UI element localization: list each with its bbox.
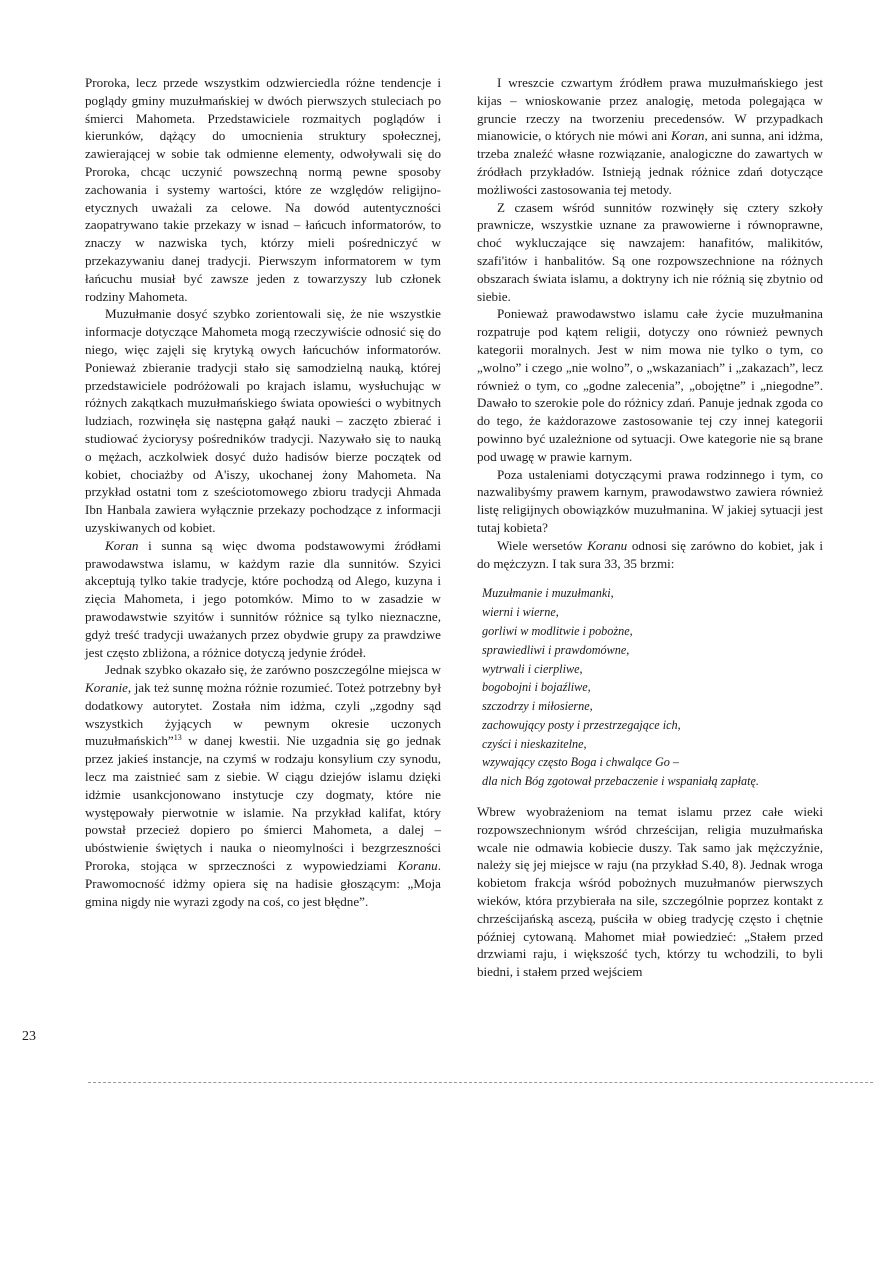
verse-line: sprawiedliwi i prawdomówne,	[482, 642, 630, 657]
verse-line: dla nich Bóg zgotował przebaczenie i wspaniałą zapłatę.	[482, 774, 759, 789]
paragraph: Poza ustaleniami dotyczącymi prawa rodzinnego i tym, co nazwalibyśmy prawem karnym, prawodawstwo zawiera również listę religijnych obowiązków muzułmanina. W jakiej sytuacji jest tutaj kobieta?	[477, 466, 823, 535]
paragraph: Koran i sunna są więc dwoma podstawowymi źródłami prawodawstwa islamu, w każdym razie dla sunnitów. Szyici akceptują tylko takie tradycje, które pochodzą od Alego, kuzyna i zięcia Mahometa, i jego potomków. Mimo to w zasadzie w prawodawstwie szyitów i sunnitów różnice są tylko nieznaczne, gdyż treść tradycji uważanych przez obydwie grupy za prawdziwe jest często zbliżona, a różnice dotyczą jedynie źródeł.	[85, 537, 441, 660]
quran-verse-quote	[482, 584, 823, 791]
verse-line: szczodrzy i miłosierne,	[482, 699, 593, 714]
footnote-marker: 13	[173, 733, 182, 743]
paragraph: Jednak szybko okazało się, że zarówno poszczególne miejsca w Koranie, jak też sunnę można różnie rozumieć. Toteż potrzebny był dodatkowy autorytet. Została nim idżma, czyli „zgodny sąd wszystkich żyjących w pewnym okresie uczonych muzułmańskich”$^{13}$ w danej kwestii. Nie uzgadnia się go jednak przez jakieś instancje, na czymś w rodzaju konsylium czy synodu, lecz ma zaistnieć sam z siebie. W ciągu dziejów islamu dzięki idżmie usankcjonowano instytucje czy dogmaty, które nie występowały pierwotnie w islamie. Na przykład kalifat, który powstał przecież dopiero po śmierci Mahometa, a dalej – ubóstwienie świętych i nauka o nieomylności i bezgrzeszności Proroka, stojąca w sprzeczności z wypowiedziami Koranu. Prawomocność idżmy opiera się na hadisie głoszącym: „Moja gmina nigdy nie wyrazi zgody na coś, co jest błędne”.	[85, 662, 441, 909]
right-column	[477, 74, 823, 981]
page-number: 23	[22, 1029, 36, 1044]
paragraph: Wbrew wyobrażeniom na temat islamu przez całe wieki rozpowszechnionym wśród chrześcijan, religia muzułmańska wcale nie odmawia kobiecie duszy. Tak samo jak mężczyźnie, należy się jej miejsce w raju (na przykład S.40, 8). Jednak wroga kobietom frakcja wśród pobożnych muzułmanów pierwszych wieków, która przybierała na sile, szczególnie poprzez kontakt z chrześcijańską ascezą, puściła w obieg tradycję często i chętnie później cytowaną. Mahomet miał powiedzieć: „Stałem przed drzwiami raju, i większość tych, którzy tu wchodzili, to byli biedni, i stałem przed wejściem	[477, 804, 823, 980]
paragraph: Muzułmanie dosyć szybko zorientowali się, że nie wszystkie informacje dotyczące Mahometa mogą rzeczywiście odnosić się do niego, więc zajęli się krytyką owych łańcuchów informatorów. Ponieważ zbieranie tradycji stało się samodzielną nauką, której przedstawiciele podróżowali po krajach islamu, wysłuchując w różnych zakątkach muzułmańskiego świata opowieści o wybitnych ludziach, rozwinęła się następna gałąź nauki – zaczęto zbierać i studiować życiorysy pośredników tradycji. Nazywało się to nauką o mężach, aczkolwiek dosyć dużo hadisów bierze początek od kobiet, chociażby od A'iszy, ukochanej żony Mahometa. Na przykład ostatni tom z sześciotomowego zbioru tradycji Ahmada Ibn Hanbala zawiera wyłącznie przekazy pochodzące z informacji uzyskiwanych od kobiet.	[85, 306, 441, 535]
paragraph: Z czasem wśród sunnitów rozwinęły się cztery szkoły prawnicze, wszystkie uznane za prawowierne i równoprawne, choć wykluczające się nawzajem: hanafitów, malikitów, szafi'itów i hanbalitów. Są one rozpowszechnione na różnych obszarach świata islamu, a doktryny ich nie różnią się zbytnio od siebie.	[477, 199, 823, 304]
verse-line: czyści i nieskazitelne,	[482, 736, 587, 751]
scan-artifact-divider	[88, 1082, 873, 1083]
verse-line: bogobojni i bojaźliwe,	[482, 680, 591, 695]
paragraph: Wiele wersetów Koranu odnosi się zarówno do kobiet, jak i do mężczyzn. I tak sura 33, 35 brzmi:	[477, 537, 823, 571]
verse-line: wierni i wierne,	[482, 605, 559, 620]
paragraph: Ponieważ prawodawstwo islamu całe życie muzułmanina rozpatruje pod kątem religii, dotyczy ono również pewnych kategorii moralnych. Jest w nim mowa nie tylko o tym, co „wolno” i czego „nie wolno”, o „wskazaniach” i „zakazach”, lecz również o tym, co „godne zalecenia”, „obojętne” i „niegodne”. Dawało to szerokie pole do różnicy zdań. Panuje jednak zgoda co do tego, że każdorazowe zastosowanie tej czy innej kategorii powinno być uzależnione od sytuacji. Owe kategorie nie są brane pod uwagę w prawie karnym.	[477, 306, 823, 464]
paragraph: I wreszcie czwartym źródłem prawa muzułmańskiego jest kijas – wnioskowanie przez analogię, metoda polegająca w gruncie rzeczy na tworzeniu precedensów. W przypadkach mianowicie, o których nie mówi ani Koran, ani sunna, ani idżma, trzeba znaleźć własne rozwiązanie, analogiczne do zawartych w źródłach przykładów. Istnieją jednak różnice zdań dotyczące możliwości zastosowania tej metody.	[477, 75, 823, 197]
verse-line: wytrwali i cierpliwe,	[482, 661, 583, 676]
verse-line: zachowujący posty i przestrzegające ich,	[482, 717, 681, 732]
paragraph: Proroka, lecz przede wszystkim odzwierciedla różne tendencje i poglądy gminy muzułmańskiej w dwóch pierwszych stuleciach po śmierci Mahometa. Przedstawiciele rozmaitych poglądów i kierunków, dążący do umocnienia struktury społecznej, zawierającej w sobie tak odmienne elementy, odwoływali się do Proroka, chcąc uczynić powszechną normą pewne sposoby zachowania i systemy wartości, które ze względów religijno-etycznych uważali za celowe. Na dowód autentyczności zaopatrywano takie przekazy w isnad – łańcuch informatorów, to znaczy w nazwiska tych, którzy mieli pośredniczyć w przekazywaniu danej tradycji. Pierwszym informatorem w tym łańcuchu musiał być zawsze jeden z towarzyszy lub członek rodziny Mahometa.	[85, 75, 441, 304]
verse-line: wzywający często Boga i chwalące Go –	[482, 755, 679, 770]
verse-line: Muzułmanie i muzułmanki,	[482, 586, 614, 601]
verse-line: gorliwi w modlitwie i pobożne,	[482, 623, 633, 638]
left-column	[85, 74, 441, 910]
